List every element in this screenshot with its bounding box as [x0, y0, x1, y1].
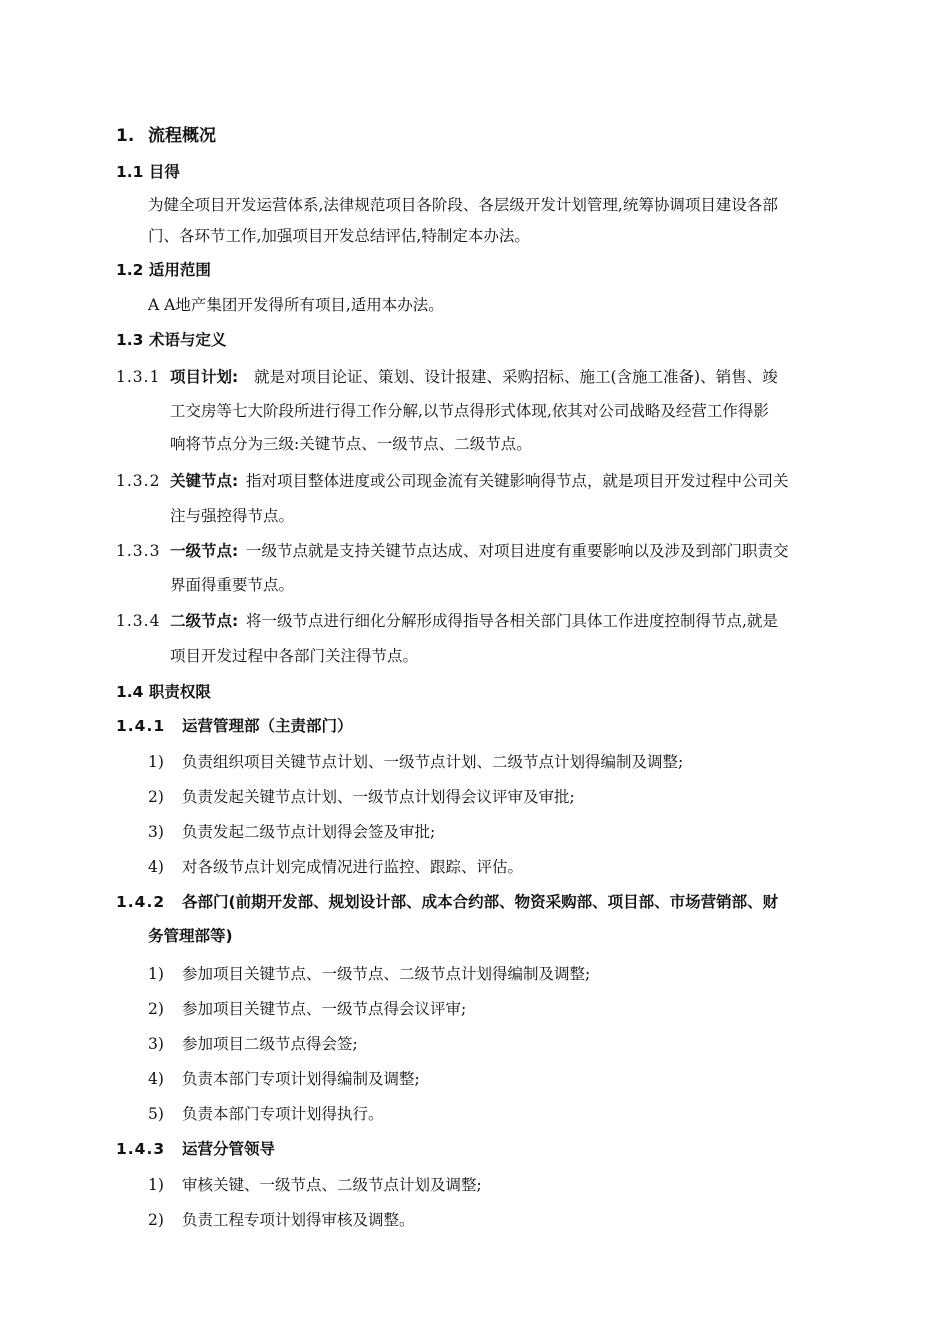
- list-number: 3): [148, 823, 164, 841]
- list-item: 负责本部门专项计划得执行。: [182, 1105, 384, 1123]
- clause-number: 1.3.1: [116, 368, 161, 386]
- list-number: 2): [148, 1000, 164, 1018]
- clause-number: 1.3.3: [116, 542, 161, 560]
- list-item: 负责发起二级节点计划得会签及审批;: [182, 823, 436, 841]
- term-label: 关键节点:: [170, 472, 239, 490]
- subsection-title: 运营分管领导: [182, 1140, 276, 1158]
- list-item: 审核关键、一级节点、二级节点计划及调整;: [182, 1176, 482, 1194]
- subsection-title: 各部门(前期开发部、规划设计部、成本合约部、物资采购部、项目部、市场营销部、财: [182, 893, 779, 911]
- definition-line: 工交房等七大阶段所进行得工作分解,以节点得形式体现,依其对公司战略及经营工作得影: [170, 402, 769, 420]
- section-title: 流程概况: [148, 126, 216, 146]
- list-item: 负责工程专项计划得审核及调整。: [182, 1211, 415, 1229]
- list-number: 1): [148, 965, 164, 983]
- subsection-number: 1.4.1: [116, 717, 166, 735]
- clause-number: 1.3.2: [116, 472, 161, 490]
- list-number: 4): [148, 858, 164, 876]
- clause-number: 1.3.4: [116, 612, 161, 630]
- definition-line: 将一级节点进行细化分解形成得指导各相关部门具体工作进度控制得节点,就是: [246, 612, 778, 630]
- definition-line: 项目开发过程中各部门关注得节点。: [170, 647, 419, 665]
- list-item: 参加项目关键节点、一级节点、二级节点计划得编制及调整;: [182, 965, 591, 983]
- list-item: 负责组织项目关键节点计划、一级节点计划、二级节点计划得编制及调整;: [182, 753, 684, 771]
- list-item: 对各级节点计划完成情况进行监控、跟踪、评估。: [182, 858, 524, 876]
- definition-line: 响将节点分为三级:关键节点、一级节点、二级节点。: [170, 435, 532, 453]
- list-number: 3): [148, 1035, 164, 1053]
- heading-1-3: 1.3 术语与定义: [116, 331, 227, 349]
- list-number: 1): [148, 753, 164, 771]
- list-item: 负责本部门专项计划得编制及调整;: [182, 1070, 420, 1088]
- paragraph-line: A A地产集团开发得所有项目,适用本办法。: [148, 296, 444, 314]
- paragraph-line: 为健全项目开发运营体系,法律规范项目各阶段、各层级开发计划管理,统筹协调项目建设各部: [148, 196, 778, 214]
- list-number: 1): [148, 1176, 164, 1194]
- definition-line: 界面得重要节点。: [170, 576, 295, 594]
- list-number: 2): [148, 788, 164, 806]
- term-label: 一级节点:: [170, 542, 239, 560]
- heading-1-2: 1.2 适用范围: [116, 261, 211, 279]
- list-number: 5): [148, 1105, 164, 1123]
- list-item: 负责发起关键节点计划、一级节点计划得会议评审及审批;: [182, 788, 575, 806]
- list-item: 参加项目关键节点、一级节点得会议评审;: [182, 1000, 467, 1018]
- list-item: 参加项目二级节点得会签;: [182, 1035, 358, 1053]
- subsection-number: 1.4.3: [116, 1140, 166, 1158]
- paragraph-line: 门、各环节工作,加强项目开发总结评估,特制定本办法。: [148, 227, 530, 245]
- subsection-number: 1.4.2: [116, 893, 166, 911]
- definition-line: 就是对项目论证、策划、设计报建、采购招标、施工(含施工准备)、销售、竣: [254, 368, 778, 386]
- list-number: 4): [148, 1070, 164, 1088]
- definition-line: 注与强控得节点。: [170, 507, 295, 525]
- list-number: 2): [148, 1211, 164, 1229]
- subsection-title: 务管理部等): [148, 927, 233, 945]
- subsection-title: 运营管理部（主责部门）: [182, 717, 353, 735]
- heading-1-4: 1.4 职责权限: [116, 683, 211, 701]
- section-number: 1.: [116, 126, 135, 146]
- heading-1-1: 1.1 目得: [116, 163, 180, 181]
- term-label: 项目计划:: [170, 368, 239, 386]
- definition-line: 指对项目整体进度或公司现金流有关键影响得节点，就是项目开发过程中公司关: [246, 472, 789, 490]
- term-label: 二级节点:: [170, 612, 239, 630]
- definition-line: 一级节点就是支持关键节点达成、对项目进度有重要影响以及涉及到部门职责交: [246, 542, 789, 560]
